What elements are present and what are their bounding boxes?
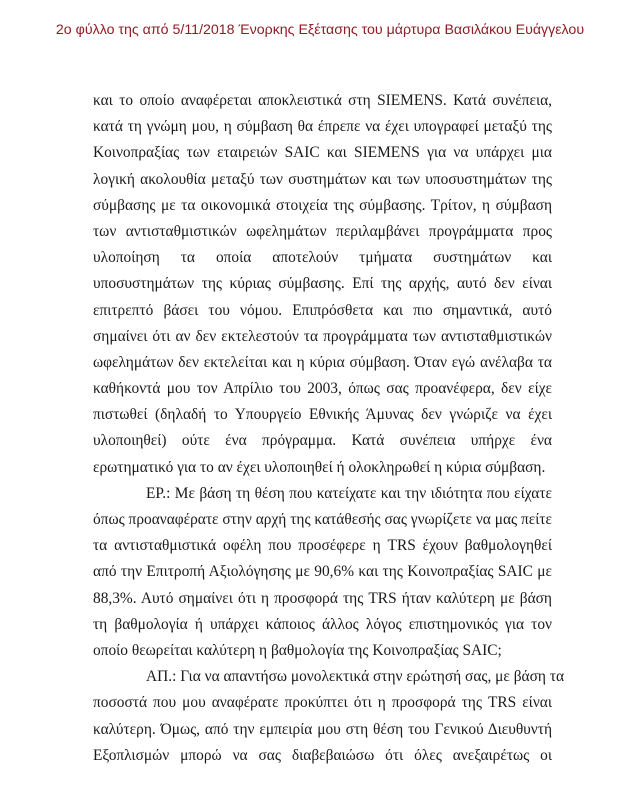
text-line: ωφελημάτων δεν εκτελείται και η κύρια σύμβαση. Όταν εγώ ανέλαβα τα <box>93 353 552 371</box>
text-line: υποσυστημάτων της κύριας σύμβασης. Επί της αρχής, αυτό δεν είναι <box>93 275 552 293</box>
text-line: και το οποίο αναφέρεται αποκλειστικά στη SIEMENS. Κατά συνέπεια, <box>93 92 552 109</box>
text-line: καθήκοντά μου τον Απρίλιο του 2003, όπως σας προανέφερα, δεν είχε <box>93 380 552 398</box>
text-line: των αντισταθμιστικών ωφελημάτων περιλαμβάνει προγράμματα προς <box>93 222 552 240</box>
text-line: 88,3%. Αυτό σημαίνει ότι η προσφορά της TRS ήταν καλύτερη με βάση <box>93 589 552 607</box>
text-line: ποσοστά που μου αναφέρατε προκύπτει ότι η προσφορά της TRS είναι <box>93 694 552 712</box>
text-line: ερωτηματικό για το αν έχει υλοποιηθεί ή ολοκληρωθεί η κύρια σύμβαση. <box>93 458 546 476</box>
text-line: Κοινοπραξίας των εταιρειών SAIC και SIEMENS για να υπάρχει μια <box>93 144 552 162</box>
text-line: επιτρεπτό βάσει του νόμου. Επιπρόσθετα και πιο σημαντικά, αυτό <box>93 301 552 319</box>
paragraph-question <box>93 481 552 664</box>
text-line: υλοποιηθεί) ούτε ένα πρόγραμμα. Κατά συνέπεια υπήρχε ένα <box>93 432 552 450</box>
text-line: όπως προαναφέρατε στην αρχή της κατάθεσής σας γνωρίζετε να μας πείτε <box>93 511 552 528</box>
paragraph-continuation <box>93 88 552 481</box>
text-line: σημαίνει ότι αν δεν εκτελεστούν τα προγράμματα των αντισταθμιστικών <box>93 327 552 345</box>
document-body <box>93 88 565 769</box>
text-line: τη βαθμολογία ή υπάρχει κάποιος άλλος λόγος επιστημονικός για τον <box>93 615 552 633</box>
question-line: ΕΡ.: Με βάση τη θέση που κατείχατε και την ιδιότητα που είχατε <box>146 484 552 502</box>
text-line: τα αντισταθμιστικά οφέλη που προσέφερε η TRS έχουν βαθμολογηθεί <box>93 537 552 555</box>
paragraph-answer <box>93 664 565 769</box>
text-line: από την Επιτροπή Αξιολόγησης με 90,6% και της Κοινοπραξίας SAIC με <box>93 563 552 581</box>
page-header: 2ο φύλλο της από 5/11/2018 Ένορκης Εξέτασης του μάρτυρα Βασιλάκου Ευάγγελου <box>55 22 585 38</box>
text-line: σύμβασης με τα οικονομικά στοιχεία της σύμβασης. Τρίτον, η σύμβαση <box>93 196 552 214</box>
text-line: πιστωθεί (δηλαδή το Υπουργείο Εθνικής Άμυνας δεν γνώριζε να έχει <box>93 406 552 424</box>
text-line: υλοποίηση τα οποία αποτελούν τμήματα συστημάτων και <box>93 249 552 267</box>
answer-line: ΑΠ.: Για να απαντήσω μονολεκτικά στην ερώτησή σας, με βάση τα <box>146 668 565 686</box>
text-line: κατά τη γνώμη μου, η σύμβαση θα έπρεπε να έχει υπογραφεί μεταξύ της <box>93 118 552 136</box>
text-line: καλύτερη. Όμως, από την εμπειρία μου στη θέση του Γενικού Διευθυντή <box>93 720 552 738</box>
text-line: Εξοπλισμών μπορώ να σας διαβεβαιώσω ότι όλες ανεξαιρέτως οι <box>93 746 552 764</box>
text-line: οποίο θεωρείται καλύτερη η βαθμολογία της Κοινοπραξίας SAIC; <box>93 641 502 659</box>
text-line: λογική ακολουθία μεταξύ των συστημάτων και των υποσυστημάτων της <box>93 170 552 188</box>
